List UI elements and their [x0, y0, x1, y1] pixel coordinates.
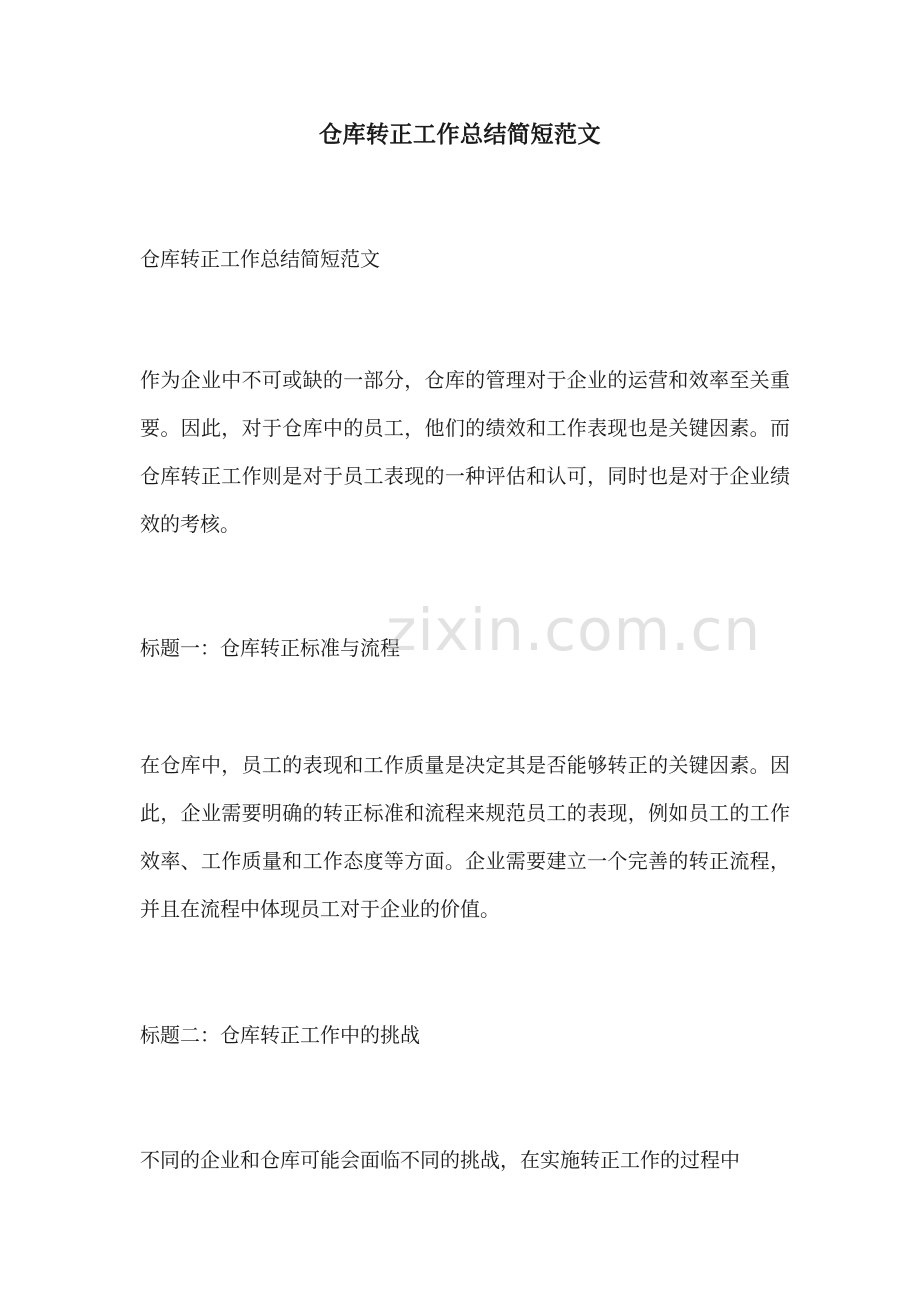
document-title: 仓库转正工作总结简短范文 [319, 121, 601, 148]
paragraph-2: 在仓库中，员工的表现和工作质量是决定其是否能够转正的关键因素。因此，企业需要明确的转正标准和流程来规范员工的表现，例如员工的工作效率、工作质量和工作态度等方面。企业需要建立一个完善的转正流程，并且在流程中体现员工对于企业的价值。 [140, 753, 790, 921]
paragraph-1: 作为企业中不可或缺的一部分，仓库的管理对于企业的运营和效率至关重要。因此，对于仓库中的员工，他们的绩效和工作表现也是关键因素。而仓库转正工作则是对于员工表现的一种评估和认可，同时也是对于企业绩效的考核。 [140, 368, 790, 536]
document-subtitle: 仓库转正工作总结简短范文 [140, 247, 380, 271]
section-heading-2: 标题二：仓库转正工作中的挑战 [140, 1023, 420, 1047]
paragraph-3: 不同的企业和仓库可能会面临不同的挑战，在实施转正工作的过程中 [140, 1148, 740, 1172]
section-heading-1: 标题一：仓库转正标准与流程 [140, 636, 400, 660]
watermark: zixin.com.cn [386, 596, 762, 664]
